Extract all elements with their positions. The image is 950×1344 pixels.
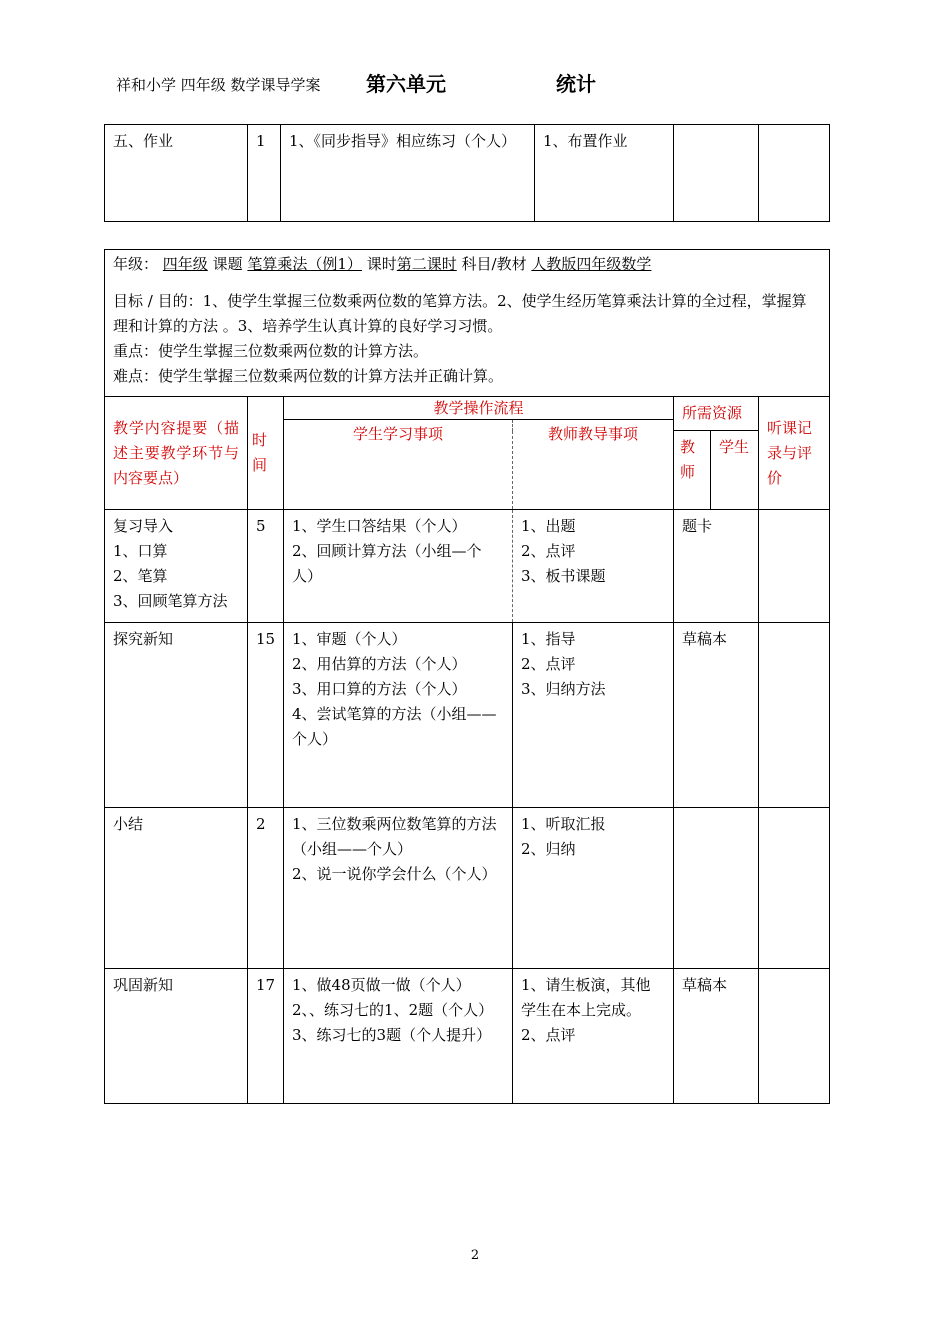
table-row	[105, 125, 830, 222]
time-cell: 15	[248, 623, 284, 808]
lesson-info	[105, 250, 830, 397]
subject-value: 人教版四年级数学	[531, 255, 652, 273]
content-line: 2、笔算	[113, 567, 168, 585]
table-row	[105, 510, 830, 623]
student-line: 2、回顾计算方法（小组—个人）	[292, 542, 482, 585]
resource-cell: 题卡	[674, 510, 759, 623]
notes-cell	[759, 969, 830, 1104]
header-row	[105, 397, 830, 420]
topic-title: 统计	[556, 72, 596, 96]
resource-header: 所需资源	[674, 397, 759, 431]
content-header: 教学内容提要（描述主要教学环节与内容要点）	[105, 397, 248, 510]
resource-cell: 草稿本	[674, 969, 759, 1104]
school-title: 祥和小学 四年级 数学课导学案	[116, 76, 321, 94]
content-line: 复习导入	[113, 517, 174, 535]
subject-label: 科目/教材	[461, 255, 527, 273]
homework-table	[104, 124, 830, 222]
content-line: 小结	[113, 815, 144, 833]
student-line: 3、练习七的3题（个人提升）	[292, 1026, 492, 1044]
period-value: 第二课时	[396, 255, 457, 273]
teacher-cell	[513, 623, 674, 808]
teacher-line: 2、点评	[521, 655, 576, 673]
notes-cell	[759, 125, 830, 222]
resource-cell: 草稿本	[674, 623, 759, 808]
resource-cell	[674, 125, 759, 222]
teacher-line: 1、出题	[521, 517, 576, 535]
content-cell	[105, 808, 248, 969]
time-header: 时间	[248, 397, 284, 510]
key-text: 重点：使学生掌握三位数乘两位数的计算方法。	[113, 342, 429, 360]
student-cell: 1、《同步指导》相应练习（个人）	[281, 125, 535, 222]
student-line: 1、做48页做一做（个人）	[292, 976, 471, 994]
notes-cell	[759, 510, 830, 623]
student-line: 2、说一说你学会什么（个人）	[292, 865, 497, 883]
student-cell	[284, 623, 513, 808]
teacher-cell	[513, 510, 674, 623]
table-row	[105, 623, 830, 808]
student-line: 3、用口算的方法（个人）	[292, 680, 467, 698]
notes-header: 听课记录与评价	[759, 397, 830, 510]
content-cell	[105, 510, 248, 623]
teacher-line: 2、归纳	[521, 840, 576, 858]
time-cell: 17	[248, 969, 284, 1104]
notes-cell	[759, 623, 830, 808]
flow-header: 教学操作流程	[284, 397, 674, 420]
student-line: 1、学生口答结果（个人）	[292, 517, 467, 535]
resource-cell	[674, 808, 759, 969]
time-cell: 2	[248, 808, 284, 969]
meta-line	[113, 252, 821, 277]
table-row	[105, 969, 830, 1104]
notes-cell	[759, 808, 830, 969]
content-cell	[105, 969, 248, 1104]
grade-label: 年级：	[113, 255, 159, 273]
student-line: 1、审题（个人）	[292, 630, 407, 648]
teacher-cell: 1、布置作业	[535, 125, 674, 222]
res-teacher-header: 教师	[674, 431, 711, 510]
teacher-cell	[513, 808, 674, 969]
time-cell: 1	[248, 125, 281, 222]
table-row	[105, 808, 830, 969]
student-cell	[284, 808, 513, 969]
unit-title: 第六单元	[366, 72, 446, 96]
lesson-plan-table	[104, 249, 830, 1104]
student-line: 2、、练习七的1、2题（个人）	[292, 1001, 494, 1019]
period-label: 课时	[366, 255, 397, 273]
title-label: 课题	[212, 255, 243, 273]
content-line: 1、口算	[113, 542, 168, 560]
student-header: 学生学习事项	[284, 420, 513, 510]
content-line: 3、回顾笔算方法	[113, 592, 228, 610]
student-cell	[284, 969, 513, 1104]
teacher-line: 2、点评	[521, 542, 576, 560]
goal-text: 目标 / 目的：1、使学生掌握三位数乘两位数的笔算方法。2、使学生经历笔算乘法计算的全过程，掌握算理和计算的方法 。3、培养学生认真计算的良好学习习惯。	[113, 292, 807, 335]
time-cell: 5	[248, 510, 284, 623]
content-line: 巩固新知	[113, 976, 174, 994]
title-value: 笔算乘法（例1）	[247, 255, 362, 273]
student-line: 1、三位数乘两位数笔算的方法（小组——个人）	[292, 815, 497, 858]
content-line: 探究新知	[113, 630, 174, 648]
teacher-line: 1、指导	[521, 630, 576, 648]
grade-value: 四年级	[162, 255, 208, 273]
teacher-line: 2、点评	[521, 1026, 576, 1044]
teacher-line: 3、板书课题	[521, 567, 606, 585]
teacher-cell	[513, 969, 674, 1104]
student-line: 2、用估算的方法（个人）	[292, 655, 467, 673]
teacher-line: 1、请生板演，其他学生在本上完成。	[521, 976, 651, 1019]
teacher-line: 1、听取汇报	[521, 815, 606, 833]
step-cell: 五、作业	[105, 125, 248, 222]
student-line: 4、尝试笔算的方法（小组——个人）	[292, 705, 497, 748]
difficulty-text: 难点：使学生掌握三位数乘两位数的计算方法并正确计算。	[113, 367, 504, 385]
student-cell	[284, 510, 513, 623]
content-cell	[105, 623, 248, 808]
page-number: 2	[470, 1248, 480, 1263]
teacher-header: 教师教导事项	[513, 420, 674, 510]
teacher-line: 3、归纳方法	[521, 680, 606, 698]
res-student-header: 学生	[711, 431, 759, 510]
info-row	[105, 250, 830, 397]
